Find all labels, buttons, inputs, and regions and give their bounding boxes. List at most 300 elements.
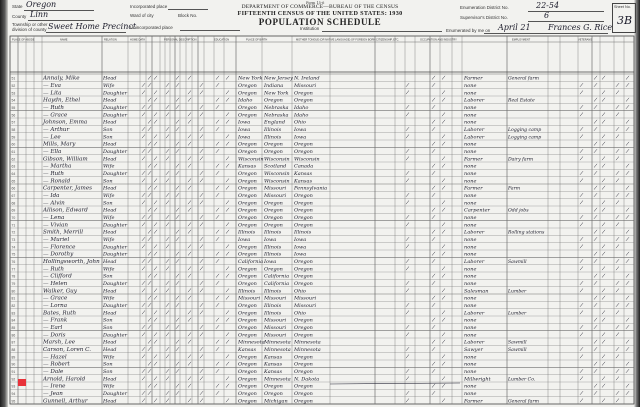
hand-mark — [594, 83, 597, 87]
mother-birthplace: Oregon — [294, 317, 313, 324]
hand-mark — [216, 208, 219, 212]
hand-mark — [216, 347, 219, 351]
father-birthplace: Illinois — [264, 288, 282, 295]
line-number: 52 — [11, 84, 16, 89]
hand-mark — [142, 281, 145, 285]
occupation: none — [464, 90, 477, 97]
hand-mark — [216, 76, 219, 80]
hand-mark — [626, 83, 629, 87]
relation: Son — [103, 325, 113, 332]
hand-mark — [580, 105, 583, 109]
hand-mark — [200, 223, 203, 227]
person-name: — Ronald — [43, 178, 71, 185]
occupation: none — [464, 83, 477, 90]
hand-mark — [200, 237, 203, 241]
hand-mark — [580, 391, 583, 395]
hand-mark — [154, 362, 157, 366]
hand-mark — [406, 223, 409, 227]
father-birthplace: Missouri — [264, 332, 287, 339]
hand-mark — [200, 157, 203, 161]
block-label: Block No. — [178, 13, 198, 18]
hand-mark — [432, 215, 435, 219]
hand-mark — [406, 333, 409, 337]
hand-mark — [442, 179, 445, 183]
hand-mark — [594, 281, 597, 285]
person-name: Carpenter, James — [43, 185, 93, 192]
industry: Rolling stations — [508, 230, 545, 236]
hand-mark — [432, 252, 435, 256]
father-birthplace: Illinois — [264, 229, 282, 236]
occupation: none — [464, 215, 477, 222]
hand-mark — [602, 223, 605, 227]
line-number: 65 — [11, 179, 16, 184]
hand-mark — [176, 215, 179, 219]
hand-mark — [226, 267, 229, 271]
hand-mark — [154, 201, 157, 205]
hand-mark — [616, 237, 619, 241]
section-header: EMPLOYMENT — [512, 38, 531, 42]
hand-mark — [594, 325, 597, 329]
relation: Son — [103, 273, 113, 280]
hand-mark — [188, 120, 191, 124]
father-birthplace: Oregon — [264, 200, 283, 207]
hand-mark — [176, 164, 179, 168]
hand-mark — [166, 157, 169, 161]
hand-mark — [216, 384, 219, 388]
hand-mark — [406, 369, 409, 373]
hand-mark — [602, 142, 605, 146]
hand-mark — [602, 362, 605, 366]
hand-mark — [602, 267, 605, 271]
hand-mark — [188, 311, 191, 315]
hand-mark — [602, 186, 605, 190]
hand-mark — [200, 303, 203, 307]
occupation: Salesman — [464, 288, 489, 295]
hand-mark — [616, 391, 619, 395]
hand-mark — [166, 347, 169, 351]
hand-mark — [442, 355, 445, 359]
hand-mark — [176, 252, 179, 256]
relation: Wife — [103, 215, 115, 222]
father-birthplace: New Jersey — [264, 75, 293, 82]
father-birthplace: Kansas — [264, 361, 283, 368]
birthplace: Oregon — [238, 207, 257, 214]
hand-mark — [626, 340, 629, 344]
hand-mark — [406, 289, 409, 293]
hand-mark — [200, 201, 203, 205]
hand-mark — [148, 149, 151, 153]
birthplace: Oregon — [238, 369, 257, 376]
hand-mark — [432, 237, 435, 241]
hand-mark — [626, 171, 629, 175]
relation: Son — [103, 127, 113, 134]
occupation: none — [464, 266, 477, 273]
line-number: 92 — [11, 377, 16, 382]
hand-mark — [432, 193, 435, 197]
hand-mark — [432, 171, 435, 175]
hand-mark — [432, 120, 435, 124]
line-number: 94 — [11, 392, 16, 397]
hand-mark — [406, 281, 409, 285]
hand-mark — [626, 164, 629, 168]
occupation: none — [464, 222, 477, 229]
hand-mark — [432, 362, 435, 366]
hand-mark — [142, 113, 145, 117]
occupation: none — [464, 361, 477, 368]
industry: Odd jobs — [508, 208, 529, 214]
ward-label: Ward of city — [130, 13, 154, 18]
enum-district-label: Enumeration District No. — [460, 5, 509, 10]
hand-mark — [406, 311, 409, 315]
occupation: Carpenter — [464, 207, 490, 214]
hand-mark — [148, 208, 151, 212]
hand-mark — [602, 333, 605, 337]
occupation: none — [464, 317, 477, 324]
mother-birthplace: Iowa — [294, 244, 307, 251]
hand-mark — [216, 362, 219, 366]
industry: Sawmill — [508, 348, 527, 354]
line-number: 61 — [11, 150, 16, 155]
hand-mark — [602, 355, 605, 359]
sheet-number-value: 3B — [617, 14, 633, 27]
hand-mark — [442, 208, 445, 212]
hand-mark — [154, 186, 157, 190]
mother-birthplace: Oregon — [294, 398, 313, 405]
mother-birthplace: Oregon — [294, 332, 313, 339]
hand-mark — [176, 325, 179, 329]
mother-birthplace: Canada — [294, 163, 314, 170]
hand-mark — [406, 259, 409, 263]
father-birthplace: New York — [264, 90, 289, 97]
hand-mark — [602, 399, 605, 403]
hand-mark — [216, 318, 219, 322]
hand-mark — [188, 252, 191, 256]
hand-mark — [626, 303, 629, 307]
birthplace: California — [238, 259, 264, 266]
hand-mark — [626, 127, 629, 131]
occupation: none — [464, 369, 477, 376]
hand-mark — [594, 362, 597, 366]
birthplace: Oregon — [238, 354, 257, 361]
hand-mark — [442, 157, 445, 161]
hand-mark — [406, 399, 409, 403]
hand-mark — [200, 369, 203, 373]
hand-mark — [176, 303, 179, 307]
person-name: Mills, Mary — [43, 141, 76, 148]
hand-mark — [594, 340, 597, 344]
hand-mark — [154, 355, 157, 359]
hand-mark — [406, 245, 409, 249]
relation: Son — [103, 200, 113, 207]
hand-mark — [406, 193, 409, 197]
birthplace: Oregon — [238, 383, 257, 390]
hand-mark — [626, 384, 629, 388]
hand-mark — [166, 171, 169, 175]
hand-mark — [142, 391, 145, 395]
hand-mark — [148, 318, 151, 322]
section-header: CITIZENSHIP, ETC. — [376, 38, 400, 42]
hand-mark — [594, 105, 597, 109]
hand-mark — [406, 377, 409, 381]
hand-mark — [442, 333, 445, 337]
hand-mark — [200, 91, 203, 95]
township-value: Sweet Home Precinct — [48, 22, 137, 31]
hand-mark — [166, 83, 169, 87]
hand-mark — [626, 252, 629, 256]
hand-mark — [200, 113, 203, 117]
occupation: none — [464, 141, 477, 148]
hand-mark — [200, 399, 203, 403]
hand-mark — [226, 120, 229, 124]
mother-birthplace: Oregon — [294, 266, 313, 273]
mother-birthplace: Illinois — [294, 229, 312, 236]
hand-mark — [176, 347, 179, 351]
father-birthplace: England — [264, 119, 286, 126]
hand-mark — [406, 325, 409, 329]
hand-mark — [188, 76, 191, 80]
hand-mark — [580, 193, 583, 197]
hand-mark — [626, 325, 629, 329]
person-name: — Dorothy — [43, 251, 74, 258]
hand-mark — [626, 120, 629, 124]
hand-mark — [226, 179, 229, 183]
hand-mark — [442, 289, 445, 293]
hand-mark — [142, 91, 145, 95]
hand-mark — [602, 179, 605, 183]
relation: Daughter — [103, 112, 127, 119]
person-name: — Irene — [43, 383, 66, 390]
hand-mark — [442, 252, 445, 256]
hand-mark — [176, 362, 179, 366]
hand-mark — [406, 267, 409, 271]
hand-mark — [594, 391, 597, 395]
hand-mark — [142, 179, 145, 183]
hand-mark — [406, 355, 409, 359]
mother-birthplace: Oregon — [294, 259, 313, 266]
person-name: — Earl — [43, 325, 63, 332]
person-name: — Hazel — [43, 354, 67, 361]
hand-mark — [154, 164, 157, 168]
hand-mark — [188, 230, 191, 234]
hand-mark — [602, 384, 605, 388]
hand-mark — [626, 193, 629, 197]
hand-mark — [442, 311, 445, 315]
occupation: none — [464, 273, 477, 280]
hand-mark — [226, 399, 229, 403]
hand-mark — [432, 230, 435, 234]
relation: Wife — [103, 237, 115, 244]
person-name: — Jean — [43, 391, 63, 398]
birthplace: New York — [238, 75, 263, 82]
hand-mark — [148, 259, 151, 263]
hand-mark — [200, 325, 203, 329]
occupation: none — [464, 295, 477, 302]
occupation: none — [464, 178, 477, 185]
hand-mark — [594, 274, 597, 278]
line-number: 84 — [11, 318, 16, 323]
person-name: — Ella — [43, 149, 62, 156]
hand-mark — [176, 391, 179, 395]
relation: Head — [103, 339, 117, 346]
hand-mark — [216, 281, 219, 285]
relation: Head — [103, 185, 117, 192]
hand-mark — [142, 369, 145, 373]
father-birthplace: Oregon — [264, 141, 283, 148]
hand-mark — [176, 230, 179, 234]
hand-mark — [216, 105, 219, 109]
hand-mark — [432, 340, 435, 344]
birthplace: Kansas — [238, 347, 257, 354]
hand-mark — [432, 164, 435, 168]
hand-mark — [594, 76, 597, 80]
hand-mark — [166, 105, 169, 109]
hand-mark — [142, 355, 145, 359]
hand-mark — [626, 230, 629, 234]
unincorporated-label: Unincorporated place — [130, 25, 173, 30]
hand-mark — [594, 369, 597, 373]
person-name: — Arthur — [43, 127, 70, 134]
hand-mark — [200, 245, 203, 249]
occupation: Laborer — [464, 127, 485, 134]
birthplace: Oregon — [238, 273, 257, 280]
relation: Head — [103, 310, 117, 317]
birthplace: Oregon — [238, 90, 257, 97]
birthplace: Oregon — [238, 325, 257, 332]
occupation: none — [464, 105, 477, 112]
person-name: — Grace — [43, 112, 68, 119]
hand-mark — [616, 83, 619, 87]
line-number: 54 — [11, 98, 16, 103]
hand-mark — [616, 325, 619, 329]
hand-mark — [216, 325, 219, 329]
mother-birthplace: Oregon — [294, 97, 313, 104]
mother-birthplace: Ohio — [294, 310, 306, 317]
birthplace: Oregon — [238, 193, 257, 200]
hand-mark — [200, 193, 203, 197]
hand-mark — [432, 325, 435, 329]
father-birthplace: Michigan — [264, 398, 288, 405]
hand-mark — [580, 157, 583, 161]
mother-birthplace: Oregon — [294, 369, 313, 376]
hand-mark — [188, 340, 191, 344]
hand-mark — [176, 149, 179, 153]
birthplace: Oregon — [238, 398, 257, 405]
person-name: — Lee — [43, 134, 61, 141]
hand-mark — [580, 91, 583, 95]
hand-mark — [602, 91, 605, 95]
hand-mark — [226, 135, 229, 139]
occupation: none — [464, 112, 477, 119]
schedule-title: POPULATION SCHEDULE — [258, 17, 382, 27]
father-birthplace: Nebraska — [264, 112, 289, 119]
hand-mark — [616, 157, 619, 161]
hand-mark — [406, 135, 409, 139]
hand-mark — [432, 83, 435, 87]
relation: Head — [103, 75, 117, 82]
line-number: 85 — [11, 326, 16, 331]
hand-mark — [154, 267, 157, 271]
hand-mark — [580, 377, 583, 381]
line-number: 62 — [11, 157, 16, 162]
hand-mark — [432, 105, 435, 109]
person-name: — Eva — [43, 83, 61, 90]
relation: Daughter — [103, 149, 127, 156]
supervisor-value: 6 — [544, 11, 550, 20]
hand-mark — [188, 142, 191, 146]
hand-mark — [188, 113, 191, 117]
birthplace: Oregon — [238, 185, 257, 192]
hand-mark — [148, 164, 151, 168]
hand-mark — [148, 215, 151, 219]
hand-mark — [142, 193, 145, 197]
hand-mark — [406, 105, 409, 109]
hand-mark — [442, 135, 445, 139]
father-birthplace: Illinois — [264, 251, 282, 258]
person-name: — Ida — [43, 193, 60, 200]
father-birthplace: Missouri — [264, 185, 287, 192]
line-number: 74 — [11, 245, 16, 250]
hand-mark — [602, 311, 605, 315]
hand-mark — [148, 281, 151, 285]
hand-mark — [442, 230, 445, 234]
hand-mark — [616, 223, 619, 227]
birthplace: Idaho — [238, 97, 253, 104]
hand-mark — [142, 105, 145, 109]
hand-mark — [580, 289, 583, 293]
hand-mark — [442, 274, 445, 278]
hand-mark — [616, 171, 619, 175]
line-number: 57 — [11, 120, 16, 125]
hand-mark — [148, 274, 151, 278]
hand-mark — [148, 171, 151, 175]
hand-mark — [580, 311, 583, 315]
hand-mark — [580, 179, 583, 183]
hand-mark — [166, 399, 169, 403]
hand-mark — [200, 355, 203, 359]
mother-birthplace: Idaho — [294, 105, 309, 112]
person-name: — Clifford — [43, 273, 72, 280]
mother-birthplace: Oregon — [294, 391, 313, 398]
person-name: Johnson, Emma — [43, 119, 88, 126]
hand-mark — [616, 215, 619, 219]
industry: Logging camp — [508, 128, 542, 134]
hand-mark — [406, 83, 409, 87]
hand-mark — [580, 215, 583, 219]
mother-birthplace: Iowa — [294, 237, 307, 244]
father-birthplace: Wisconsin — [264, 171, 290, 178]
hand-mark — [176, 105, 179, 109]
mother-birthplace: Oregon — [294, 90, 313, 97]
hand-mark — [442, 98, 445, 102]
enumerator-name: Frances G. Rice — [548, 23, 613, 32]
birthplace: Illinois — [238, 288, 256, 295]
birthplace: Oregon — [238, 141, 257, 148]
birthplace: Oregon — [238, 112, 257, 119]
occupation: none — [464, 383, 477, 390]
hand-mark — [580, 303, 583, 307]
hand-mark — [580, 223, 583, 227]
hand-mark — [626, 105, 629, 109]
hand-mark — [166, 193, 169, 197]
hand-mark — [226, 223, 229, 227]
hand-mark — [626, 391, 629, 395]
industry: Lumber — [508, 289, 527, 295]
hand-mark — [176, 318, 179, 322]
line-number: 80 — [11, 289, 16, 294]
father-birthplace: Illinois — [264, 127, 282, 134]
hand-mark — [154, 142, 157, 146]
hand-mark — [154, 252, 157, 256]
